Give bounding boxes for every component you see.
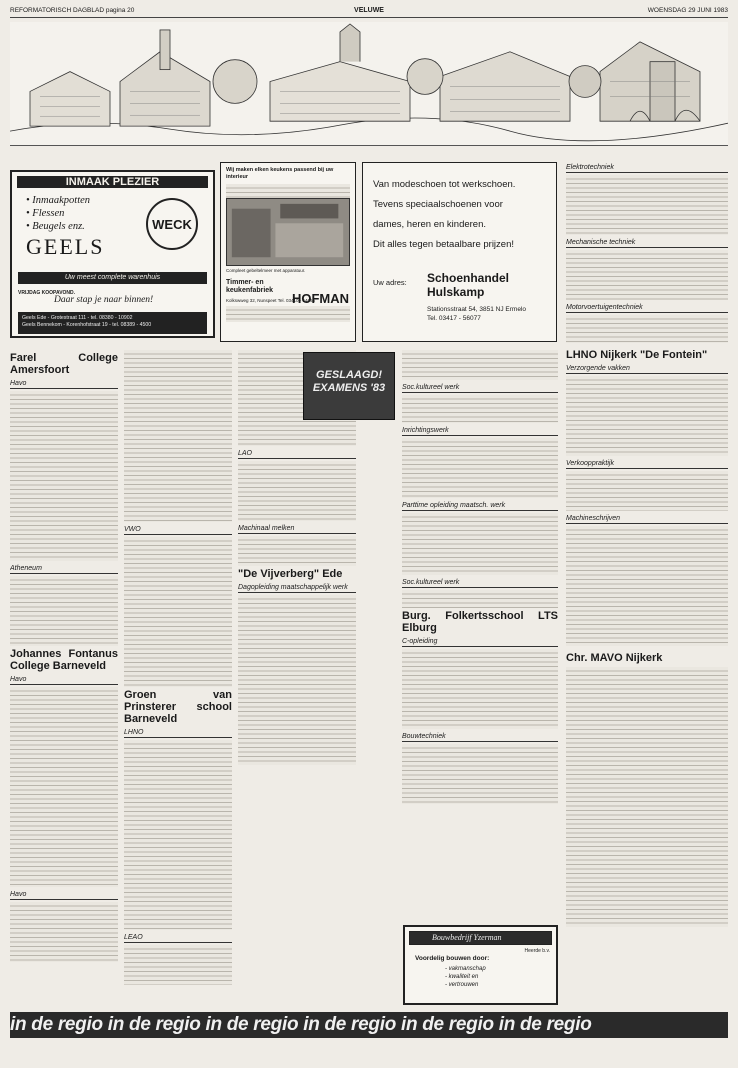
header-date: WOENSDAG 29 JUNI 1983 xyxy=(647,7,728,14)
photo-caption: Compleet gebeltelmeer met apparatuur. xyxy=(226,268,306,273)
ad-address: Kolkswweg 32, Nunspeet Tel. 03410 - 54666 xyxy=(226,298,315,303)
geslaagd-examens-image xyxy=(303,352,395,420)
ad-tagline: Daar stap je naar binnen! xyxy=(54,295,154,305)
header-left: REFORMATORISCH DAGBLAD pagina 20 xyxy=(10,7,135,14)
ad-headline: Wij maken elken keukens passend bij uw interieur xyxy=(226,167,334,180)
column-1 xyxy=(10,350,118,1010)
section-heading: Havo xyxy=(10,675,118,685)
article-title: Groen van Prinsterer school Barneveld xyxy=(124,689,232,725)
ad-item: • Inmaakpotten xyxy=(26,195,91,206)
section-heading: Motorvoertuigentechniek xyxy=(566,303,728,313)
ad-address: Stationsstraat 54, 3851 NJ Ermelo xyxy=(427,306,526,313)
section-heading: Verzorgende vakken xyxy=(566,364,728,374)
veluwe-illustration xyxy=(10,22,728,146)
article-title: Burg. Folkertsschool LTS Elburg xyxy=(402,610,558,634)
schoenhandel-hulskamp-ad xyxy=(362,162,557,342)
column-5 xyxy=(566,160,728,1010)
section-heading: LEAO xyxy=(124,933,232,943)
section-heading: Inrichtingswerk xyxy=(402,426,558,436)
ad-name: Schoenhandel xyxy=(427,271,510,285)
section-heading: VWO xyxy=(124,525,232,535)
section-heading: Elektrotechniek xyxy=(566,163,728,173)
section-heading: Soc.kultureel werk xyxy=(402,383,558,393)
section-heading: Soc.kultureel werk xyxy=(402,578,558,588)
ad-name: Hulskamp xyxy=(427,285,485,299)
ad-name: Bouwbedrijf Yzerman xyxy=(409,931,552,945)
column-3 xyxy=(238,350,356,1010)
section-heading: LAO xyxy=(238,449,356,459)
image-text: EXAMENS '83 xyxy=(312,382,386,394)
column-4 xyxy=(402,350,558,1010)
bouwbedrijf-yzerman-ad xyxy=(403,925,558,1005)
article-title: Farel College Amersfoort xyxy=(10,352,118,376)
hofman-keukens-ad xyxy=(220,162,356,342)
footer-text: in de regio in de regio in de regio in de regio in de regio in de regio xyxy=(10,1014,592,1035)
ad-sale: VRIJDAG KOOPAVOND. xyxy=(18,290,76,296)
ad-name: keukenfabriek xyxy=(226,287,274,294)
page-header xyxy=(10,6,728,18)
hofman-logo: HOFMAN xyxy=(291,291,349,306)
geels-logo: GEELS xyxy=(26,234,105,259)
ad-item: • Flessen xyxy=(26,208,65,219)
ad-place: Heerde b.v. xyxy=(524,948,550,954)
section-heading: Machineschrijven xyxy=(566,514,728,524)
kitchen-photo xyxy=(226,198,350,266)
section-heading: LHNO xyxy=(124,728,232,738)
ad-line: dames, heren en kinderen. xyxy=(373,219,487,230)
ad-bullet: - vakmanschap xyxy=(445,966,486,972)
ad-phone: Tel. 03417 - 56077 xyxy=(427,315,481,322)
ad-line: Dit alles tegen betaalbare prijzen! xyxy=(373,239,515,250)
ad-name: Timmer- en xyxy=(226,279,264,286)
footer-banner xyxy=(10,1012,728,1038)
section-heading: Dagopleiding maatschappelijk werk xyxy=(238,583,356,593)
image-text: GESLAAGD! xyxy=(316,369,382,381)
section-heading: Havo xyxy=(10,890,118,900)
ad-address: Geels Bennekom - Korenhofstraat 19 - tel. 08389 - 4500 xyxy=(22,322,152,328)
section-heading: C-opleiding xyxy=(402,637,558,647)
section-heading: Atheneum xyxy=(10,564,118,574)
ad-item: • Beugels enz. xyxy=(26,221,85,232)
ad-title: INMAAK PLEZIER xyxy=(17,176,208,188)
article-title: "De Vijverberg" Ede xyxy=(238,568,343,580)
weck-logo: WECK xyxy=(146,198,198,250)
ad-lead: Voordelig bouwen door: xyxy=(415,955,490,962)
ad-address: Geels Ede - Grotestraat 111 - tel. 08380 - 10902 xyxy=(22,315,133,321)
article-title: Chr. MAVO Nijkerk xyxy=(566,652,663,664)
section-heading: Mechanische techniek xyxy=(566,238,728,248)
section-heading: Bouwtechniek xyxy=(402,732,558,742)
section-heading: Parttime opleiding maatsch. werk xyxy=(402,501,558,511)
ad-line: Tevens speciaalschoenen voor xyxy=(373,199,503,210)
column-2 xyxy=(124,350,232,1010)
article-title: LHNO Nijkerk "De Fontein" xyxy=(566,349,708,361)
article-title: Johannes Fontanus College Barneveld xyxy=(10,648,118,672)
ad-line: Van modeschoen tot werkschoen. xyxy=(373,179,516,190)
ad-bullet: - kwaliteit en xyxy=(445,974,479,980)
section-heading: Verkooppraktijk xyxy=(566,459,728,469)
ad-slogan: Uw meest complete warenhuis xyxy=(18,272,207,284)
inmaak-plezier-ad xyxy=(10,170,215,338)
ad-adres-label: Uw adres: xyxy=(373,278,407,287)
section-heading: Machinaal melken xyxy=(238,524,356,534)
ad-bullet: - vertrouwen xyxy=(445,982,479,988)
header-section: VELUWE xyxy=(354,7,384,14)
section-heading: Havo xyxy=(10,379,118,389)
